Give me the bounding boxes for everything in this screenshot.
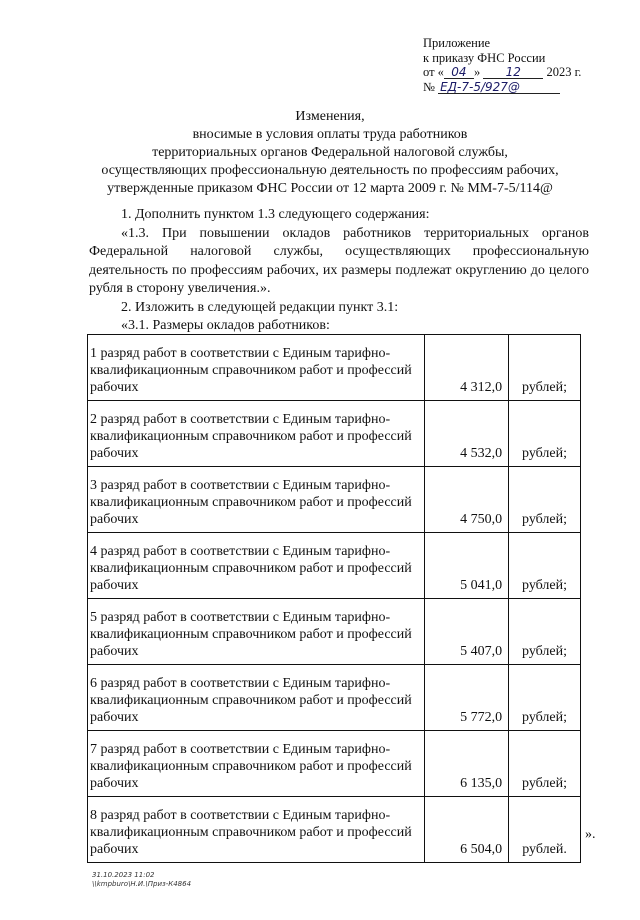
currency-unit: рублей; bbox=[509, 335, 581, 401]
table-row bbox=[88, 401, 581, 467]
footer-file-path: \\kmpburo\Н.И.\Приз-К4864 bbox=[92, 880, 192, 888]
salary-amount: 5 407,0 bbox=[425, 599, 509, 665]
table-row bbox=[88, 731, 581, 797]
table-row bbox=[88, 797, 581, 863]
salary-amount: 4 750,0 bbox=[425, 467, 509, 533]
salary-table bbox=[87, 334, 581, 863]
grade-description: 3 разряд работ в соответствии с Единым тарифно-квалификационным справочником работ и профессий рабочих bbox=[88, 467, 425, 533]
salary-amount: 4 532,0 bbox=[425, 401, 509, 467]
salary-amount: 4 312,0 bbox=[425, 335, 509, 401]
title-line-4: осуществляющих профессиональную деятельность по профессиям рабочих, bbox=[101, 163, 559, 178]
salary-amount: 6 135,0 bbox=[425, 731, 509, 797]
title-line-1: Изменения, bbox=[295, 109, 365, 124]
appendix-order-ref: к приказу ФНС России bbox=[423, 50, 546, 65]
currency-unit: рублей; bbox=[509, 599, 581, 665]
footer-timestamp: 31.10.2023 11:02 bbox=[92, 871, 155, 879]
handwritten-order-number: ЕД-7-5/927@ bbox=[438, 81, 560, 94]
grade-description: 8 разряд работ в соответствии с Единым тарифно-квалификационным справочником работ и профессий рабочих bbox=[88, 797, 425, 863]
paragraph-1: 1. Дополнить пунктом 1.3 следующего содержания: bbox=[121, 207, 430, 222]
table-row bbox=[88, 599, 581, 665]
grade-description: 4 разряд работ в соответствии с Единым тарифно-квалификационным справочником работ и профессий рабочих bbox=[88, 533, 425, 599]
title-line-5: утвержденные приказом ФНС России от 12 марта 2009 г. № ММ-7-5/114@ bbox=[107, 181, 553, 196]
title-line-2: вносимые в условия оплаты труда работников bbox=[192, 127, 468, 142]
grade-description: 5 разряд работ в соответствии с Единым тарифно-квалификационным справочником работ и профессий рабочих bbox=[88, 599, 425, 665]
table-row bbox=[88, 665, 581, 731]
salary-amount: 5 041,0 bbox=[425, 533, 509, 599]
handwritten-month: 12 bbox=[483, 66, 543, 79]
appendix-date: от « 04 » 12 2023 г. bbox=[423, 65, 582, 79]
handwritten-day: 04 bbox=[444, 66, 474, 79]
currency-unit: рублей; bbox=[509, 467, 581, 533]
currency-unit: рублей; bbox=[509, 665, 581, 731]
document-body bbox=[89, 206, 589, 336]
paragraph-2: «1.3. При повышении окладов работников территориальных органов Федеральной налоговой службы, осуществляющих профессиональную деятельность по профессиям рабочих, их размеры подлежат округлению до целого рубля в сторону увеличения.». bbox=[89, 225, 589, 296]
appendix-number: № ЕД-7-5/927@ bbox=[423, 80, 623, 95]
closing-quote: ». bbox=[585, 827, 596, 842]
currency-unit: рублей; bbox=[509, 401, 581, 467]
currency-unit: рублей. bbox=[509, 797, 581, 863]
grade-description: 6 разряд работ в соответствии с Единым тарифно-квалификационным справочником работ и профессий рабочих bbox=[88, 665, 425, 731]
grade-description: 2 разряд работ в соответствии с Единым тарифно-квалификационным справочником работ и профессий рабочих bbox=[88, 401, 425, 467]
file-footer bbox=[92, 871, 191, 889]
paragraph-3: 2. Изложить в следующей редакции пункт 3.1: bbox=[121, 299, 399, 315]
grade-description: 7 разряд работ в соответствии с Единым тарифно-квалификационным справочником работ и профессий рабочих bbox=[88, 731, 425, 797]
document-title bbox=[60, 108, 600, 198]
appendix-header bbox=[423, 36, 623, 94]
grade-description: 1 разряд работ в соответствии с Единым тарифно-квалификационным справочником работ и профессий рабочих bbox=[88, 335, 425, 401]
salary-amount: 5 772,0 bbox=[425, 665, 509, 731]
table-row bbox=[88, 533, 581, 599]
currency-unit: рублей; bbox=[509, 533, 581, 599]
appendix-label: Приложение bbox=[423, 36, 491, 50]
salary-amount: 6 504,0 bbox=[425, 797, 509, 863]
table-row bbox=[88, 335, 581, 401]
currency-unit: рублей; bbox=[509, 731, 581, 797]
title-line-3: территориальных органов Федеральной налоговой службы, bbox=[152, 145, 508, 160]
paragraph-4: «3.1. Размеры окладов работников: bbox=[121, 318, 330, 333]
table-row bbox=[88, 467, 581, 533]
